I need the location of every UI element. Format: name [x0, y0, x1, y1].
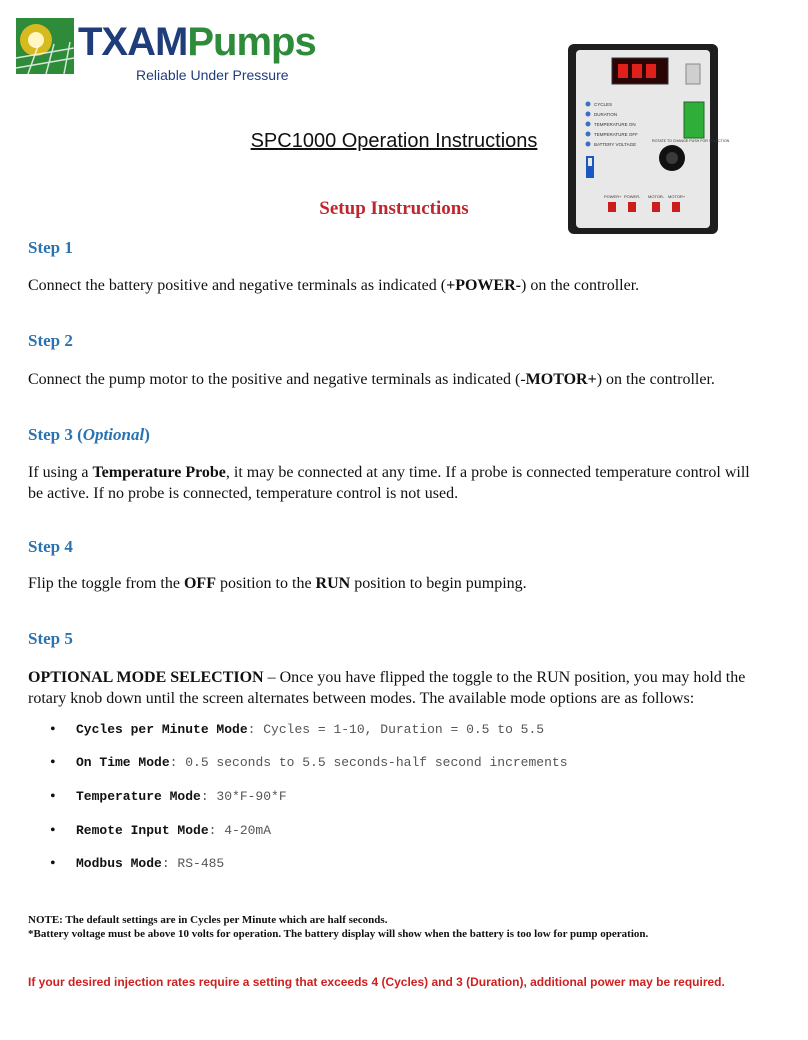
bullet-icon: •: [50, 822, 56, 839]
list-item: • Modbus Mode: RS-485: [50, 855, 225, 872]
temperature-probe-label: Temperature Probe: [92, 464, 226, 481]
device-label-0: CYCLES: [594, 102, 613, 107]
power-terminal-label: +POWER-: [446, 277, 521, 294]
note-battery-voltage: *Battery voltage must be above 10 volts for operation. The battery display will show when the battery is too low for pump operation.: [28, 928, 649, 940]
step-3-text: If using a Temperature Probe, it may be connected at any time. If a probe is connected temperature control will be active. If no probe is connected, temperature control is not used.: [28, 464, 750, 502]
step-5-text: OPTIONAL MODE SELECTION – Once you have flipped the toggle to the RUN position, you may hold the rotary knob down until the screen alternates between modes. The available mode options are as follows:: [28, 669, 746, 707]
step-2-heading: Step 2: [28, 331, 73, 350]
list-item: • Cycles per Minute Mode: Cycles = 1-10, Duration = 0.5 to 5.5: [50, 721, 545, 738]
device-label-2: TEMPERATURE ON: [594, 122, 636, 127]
list-item: • Temperature Mode: 30*F-90*F: [50, 788, 287, 805]
bullet-icon: •: [50, 721, 56, 738]
device-terminal-0: POWER+: [604, 194, 622, 199]
solar-panel-icon: [16, 18, 74, 74]
list-item: • On Time Mode: 0.5 seconds to 5.5 seconds-half second increments: [50, 754, 568, 771]
logo-wordmark: [78, 20, 316, 65]
device-terminal-3: MOTOR+: [668, 194, 686, 199]
device-label-4: BATTERY VOLTAGE: [594, 142, 637, 147]
step-1-heading: Step 1: [28, 238, 73, 257]
device-knob-text: ROTATE TO CHANGE PUSH FOR SELECTION: [652, 139, 730, 143]
device-terminal-2: MOTOR-: [648, 194, 665, 199]
logo-text-txam: TXAM: [78, 20, 188, 64]
optional-mode-selection-label: OPTIONAL MODE SELECTION: [28, 669, 264, 686]
logo-text-pumps: Pumps: [187, 20, 316, 64]
bullet-icon: •: [50, 788, 56, 805]
mode-options-list: [50, 722, 750, 876]
step-5-heading: Step 5: [28, 629, 73, 648]
bullet-icon: •: [50, 855, 56, 872]
step-2-text: Connect the pump motor to the positive and negative terminals as indicated (-MOTOR+) on the controller.: [28, 371, 715, 388]
power-warning: If your desired injection rates require a setting that exceeds 4 (Cycles) and 3 (Duration), additional power may be required.: [28, 975, 725, 989]
motor-terminal-label: MOTOR+: [525, 371, 597, 388]
device-label-3: TEMPERATURE OFF: [594, 132, 638, 137]
device-terminal-1: POWER-: [624, 194, 641, 199]
step-4-heading: Step 4: [28, 537, 73, 556]
step-3-heading: Step 3 (Optional): [28, 425, 150, 444]
bullet-icon: •: [50, 754, 56, 771]
logo-tagline: Reliable Under Pressure: [136, 67, 289, 83]
setup-instructions-heading: Setup Instructions: [319, 198, 469, 219]
note-default-settings: NOTE: The default settings are in Cycles per Minute which are half seconds.: [28, 914, 388, 926]
device-label-1: DURATION: [594, 112, 618, 117]
document-title: SPC1000 Operation Instructions: [250, 130, 538, 152]
step-4-text: Flip the toggle from the OFF position to the RUN position to begin pumping.: [28, 575, 527, 592]
company-logo: [16, 16, 366, 86]
list-item: • Remote Input Mode: 4-20mA: [50, 822, 272, 839]
step-1-text: Connect the battery positive and negative terminals as indicated (+POWER-) on the controller.: [28, 277, 640, 294]
